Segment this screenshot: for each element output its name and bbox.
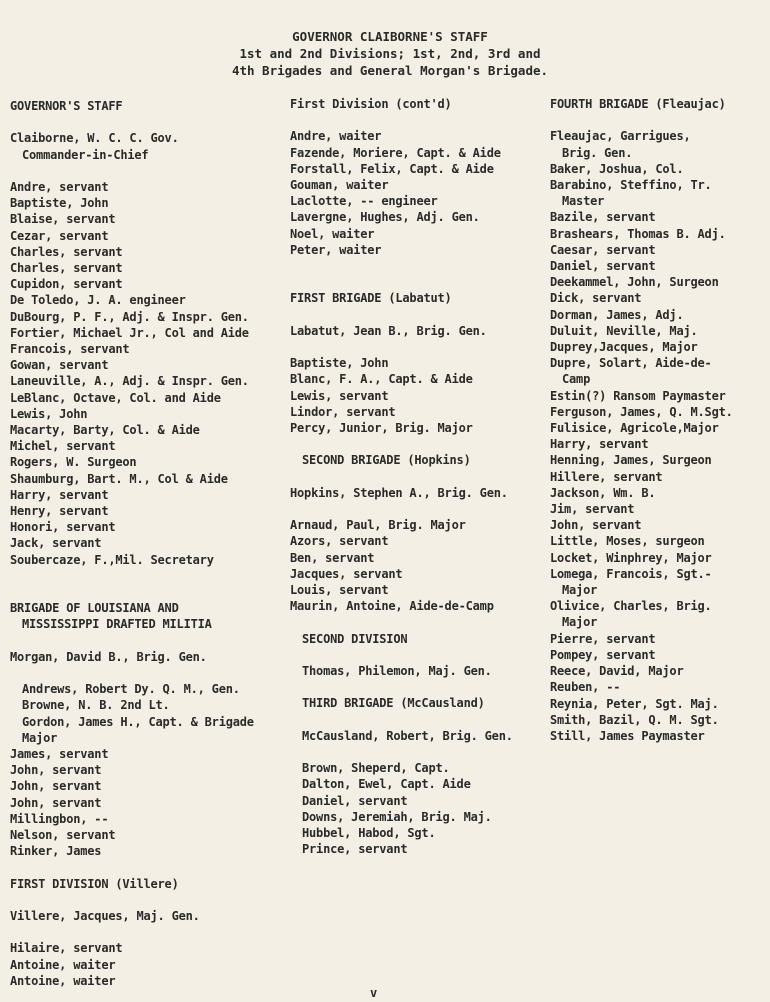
roster-entry: Fulisice, Agricole,Major [550,421,719,436]
blank-line [10,163,300,179]
roster-entry: Blaise, servant [10,212,116,227]
roster-entry: Soubercaze, F.,Mil. Secretary [10,552,214,567]
roster-entry: LeBlanc, Octave, Col. and Aide [10,390,221,405]
roster-entry: Antoine, waiter [10,973,116,988]
title-line: 1st and 2nd Divisions; 1st, 2nd, 3rd and [239,46,541,61]
roster-entry: Smith, Bazil, Q. M. Sgt. [550,712,719,727]
roster-entry: Still, James Paymaster [550,728,705,743]
blank-line [290,307,555,323]
roster-entry: Downs, Jeremiah, Brig. Maj. [302,809,492,824]
roster-entry: Dalton, Ewel, Capt. Aide [302,777,471,792]
roster-entry: Jacques, servant [290,566,403,581]
roster-entry: Hopkins, Stephen A., Brig. Gen. [290,485,508,500]
roster-entry: Claiborne, W. C. C. Gov. [10,131,179,146]
roster-entry: Macarty, Barty, Col. & Aide [10,423,200,438]
roster-entry: Reuben, -- [550,680,621,695]
title-line: 4th Brigades and General Morgan's Brigade. [231,63,549,78]
blank-line [290,614,555,630]
roster-entry: Rogers, W. Surgeon [10,455,137,470]
roster-entry: Major [22,730,58,745]
roster-entry: Shaumburg, Bart. M., Col & Aide [10,471,228,486]
roster-entry: Jack, servant [10,536,102,551]
blank-line [290,274,555,290]
blank-line [10,859,300,875]
roster-entry: De Toledo, J. A. engineer [10,293,186,308]
roster-entry: Louis, servant [290,582,389,597]
roster-entry: Lewis, John [10,406,88,421]
title-line: GOVERNOR CLAIBORNE'S STAFF [292,29,488,44]
roster-entry: Honori, servant [10,520,116,535]
roster-entry: Andrews, Robert Dy. Q. M., Gen. [22,682,240,697]
roster-entry: Reece, David, Major [550,664,684,679]
roster-entry: John, servant [10,763,102,778]
roster-entry: Major [562,615,598,630]
roster-entry: Forstall, Felix, Capt. & Aide [290,161,494,176]
roster-entry: Browne, N. B. 2nd Lt. [22,698,170,713]
roster-entry: Pompey, servant [550,647,656,662]
blank-line [290,469,555,485]
blank-line [10,114,300,130]
roster-entry: Percy, Junior, Brig. Major [290,420,473,435]
roster-entry: Caesar, servant [550,242,656,257]
roster-entry: Brig. Gen. [562,145,633,160]
blank-line [290,744,555,760]
section-heading: FOURTH BRIGADE (Fleaujac) [550,97,726,111]
roster-entry: Deekammel, John, Surgeon [550,275,719,290]
roster-entry: Lavergne, Hughes, Adj. Gen. [290,210,480,225]
section-heading: SECOND DIVISION [302,631,408,646]
roster-entry: Henry, servant [10,504,109,519]
roster-entry: Maurin, Antoine, Aide-de-Camp [290,599,494,614]
roster-entry: Laneuville, A., Adj. & Inspr. Gen. [10,374,249,389]
roster-entry: Hillere, servant [550,469,663,484]
roster-entry: Morgan, David B., Brig. Gen. [10,649,207,664]
roster-entry: Rinker, James [10,844,102,859]
roster-entry: Ben, servant [290,550,375,565]
roster-entry: Daniel, servant [550,259,656,274]
section-heading: FIRST BRIGADE (Labatut) [290,291,452,306]
blank-line [290,712,555,728]
roster-entry: Charles, servant [10,244,123,259]
roster-entry: Lomega, Francois, Sgt.- [550,566,712,581]
roster-entry: Noel, waiter [290,226,375,241]
roster-entry: Bazile, servant [550,210,656,225]
roster-entry: Dick, servant [550,291,642,306]
roster-entry: John, servant [10,779,102,794]
blank-line [550,112,768,128]
roster-entry: Brown, Sheperd, Capt. [302,761,450,776]
roster-entry: Nelson, servant [10,828,116,843]
roster-entry: Cezar, servant [10,228,109,243]
roster-entry: Andre, servant [10,179,109,194]
roster-entry: Blanc, F. A., Capt. & Aide [290,372,473,387]
blank-line [290,339,555,355]
blank-line [10,633,300,649]
roster-entry: Antoine, waiter [10,957,116,972]
roster-entry: Harry, servant [10,487,109,502]
roster-entry: Brashears, Thomas B. Adj. [550,226,726,241]
roster-entry: Arnaud, Paul, Brig. Major [290,518,466,533]
blank-line [290,647,555,663]
roster-entry: Estin(?) Ransom Paymaster [550,388,726,403]
roster-entry: Lewis, servant [290,388,389,403]
blank-line [10,924,300,940]
roster-column-3 [550,96,768,744]
roster-entry: Ferguson, James, Q. M.Sgt. [550,404,733,419]
roster-entry: Gouman, waiter [290,178,389,192]
roster-entry: Little, Moses, surgeon [550,534,705,549]
roster-entry: Olivice, Charles, Brig. [550,599,712,614]
roster-entry: Gowan, servant [10,358,109,373]
blank-line [290,501,555,517]
roster-entry: Thomas, Philemon, Maj. Gen. [302,663,492,678]
roster-entry: Baptiste, John [10,196,109,211]
roster-entry: Master [562,194,605,209]
section-heading: First Division (cont'd) [290,97,452,111]
roster-entry: Charles, servant [10,261,123,275]
blank-line [10,892,300,908]
roster-entry: Hilaire, servant [10,941,123,956]
roster-entry: Dorman, James, Adj. [550,307,684,322]
roster-entry: Baptiste, John [290,356,389,371]
roster-entry: Barabino, Steffino, Tr. [550,178,712,192]
blank-line [10,584,300,600]
roster-entry: Azors, servant [290,534,389,549]
blank-line [290,436,555,452]
roster-entry: Prince, servant [302,842,408,857]
roster-entry: Gordon, James H., Capt. & Brigade [22,714,254,729]
roster-entry: DuBourg, P. F., Adj. & Inspr. Gen. [10,309,249,324]
roster-entry: Labatut, Jean B., Brig. Gen. [290,323,487,338]
section-heading: BRIGADE OF LOUISIANA AND [10,601,179,616]
blank-line [290,258,555,274]
blank-line [290,112,555,128]
roster-column-2 [290,96,555,857]
roster-entry: Fortier, Michael Jr., Col and Aide [10,325,249,340]
roster-entry: Cupidon, servant [10,277,123,292]
roster-entry: Francois, servant [10,342,130,357]
roster-entry: Daniel, servant [302,793,408,808]
roster-entry: Hubbel, Habod, Sgt. [302,825,436,840]
roster-column-1 [10,98,300,989]
page-title [180,28,600,79]
roster-entry: McCausland, Robert, Brig. Gen. [302,728,513,743]
roster-entry: Baker, Joshua, Col. [550,161,684,176]
roster-entry: Jim, servant [550,502,635,517]
roster-entry: Michel, servant [10,439,116,454]
roster-entry: Locket, Winphrey, Major [550,550,712,565]
roster-entry: Harry, servant [550,437,649,452]
blank-line [10,568,300,584]
section-heading: GOVERNOR'S STAFF [10,99,123,113]
blank-line [10,665,300,681]
roster-entry: James, servant [10,747,109,762]
roster-entry: Major [562,583,598,598]
roster-entry: Fazende, Moriere, Capt. & Aide [290,145,501,160]
roster-entry: Peter, waiter [290,242,382,257]
page-number: v [370,986,378,1000]
roster-entry: John, servant [10,795,102,810]
roster-entry: Andre, waiter [290,129,382,144]
roster-entry: Dupre, Solart, Aide-de- [550,356,712,371]
roster-entry: Lindor, servant [290,404,396,419]
roster-entry: John, servant [550,518,642,533]
roster-entry: Fleaujac, Garrigues, [550,129,691,144]
section-heading: FIRST DIVISION (Villere) [10,876,179,891]
roster-entry: Jackson, Wm. B. [550,485,656,500]
roster-entry: Camp [562,372,591,387]
roster-entry: Duprey,Jacques, Major [550,340,698,355]
roster-entry: Henning, James, Surgeon [550,453,712,468]
roster-entry: Pierre, servant [550,631,656,646]
roster-entry: Commander-in-Chief [22,147,149,162]
roster-entry: Duluit, Neville, Maj. [550,323,698,338]
roster-entry: Laclotte, -- engineer [290,194,438,209]
blank-line [290,679,555,695]
section-heading: THIRD BRIGADE (McCausland) [302,696,485,711]
section-heading: SECOND BRIGADE (Hopkins) [302,453,471,468]
roster-entry: Villere, Jacques, Maj. Gen. [10,909,200,924]
roster-entry: Millingbon, -- [10,811,109,826]
section-heading: MISSISSIPPI DRAFTED MILITIA [22,617,212,632]
roster-entry: Reynia, Peter, Sgt. Maj. [550,696,719,711]
